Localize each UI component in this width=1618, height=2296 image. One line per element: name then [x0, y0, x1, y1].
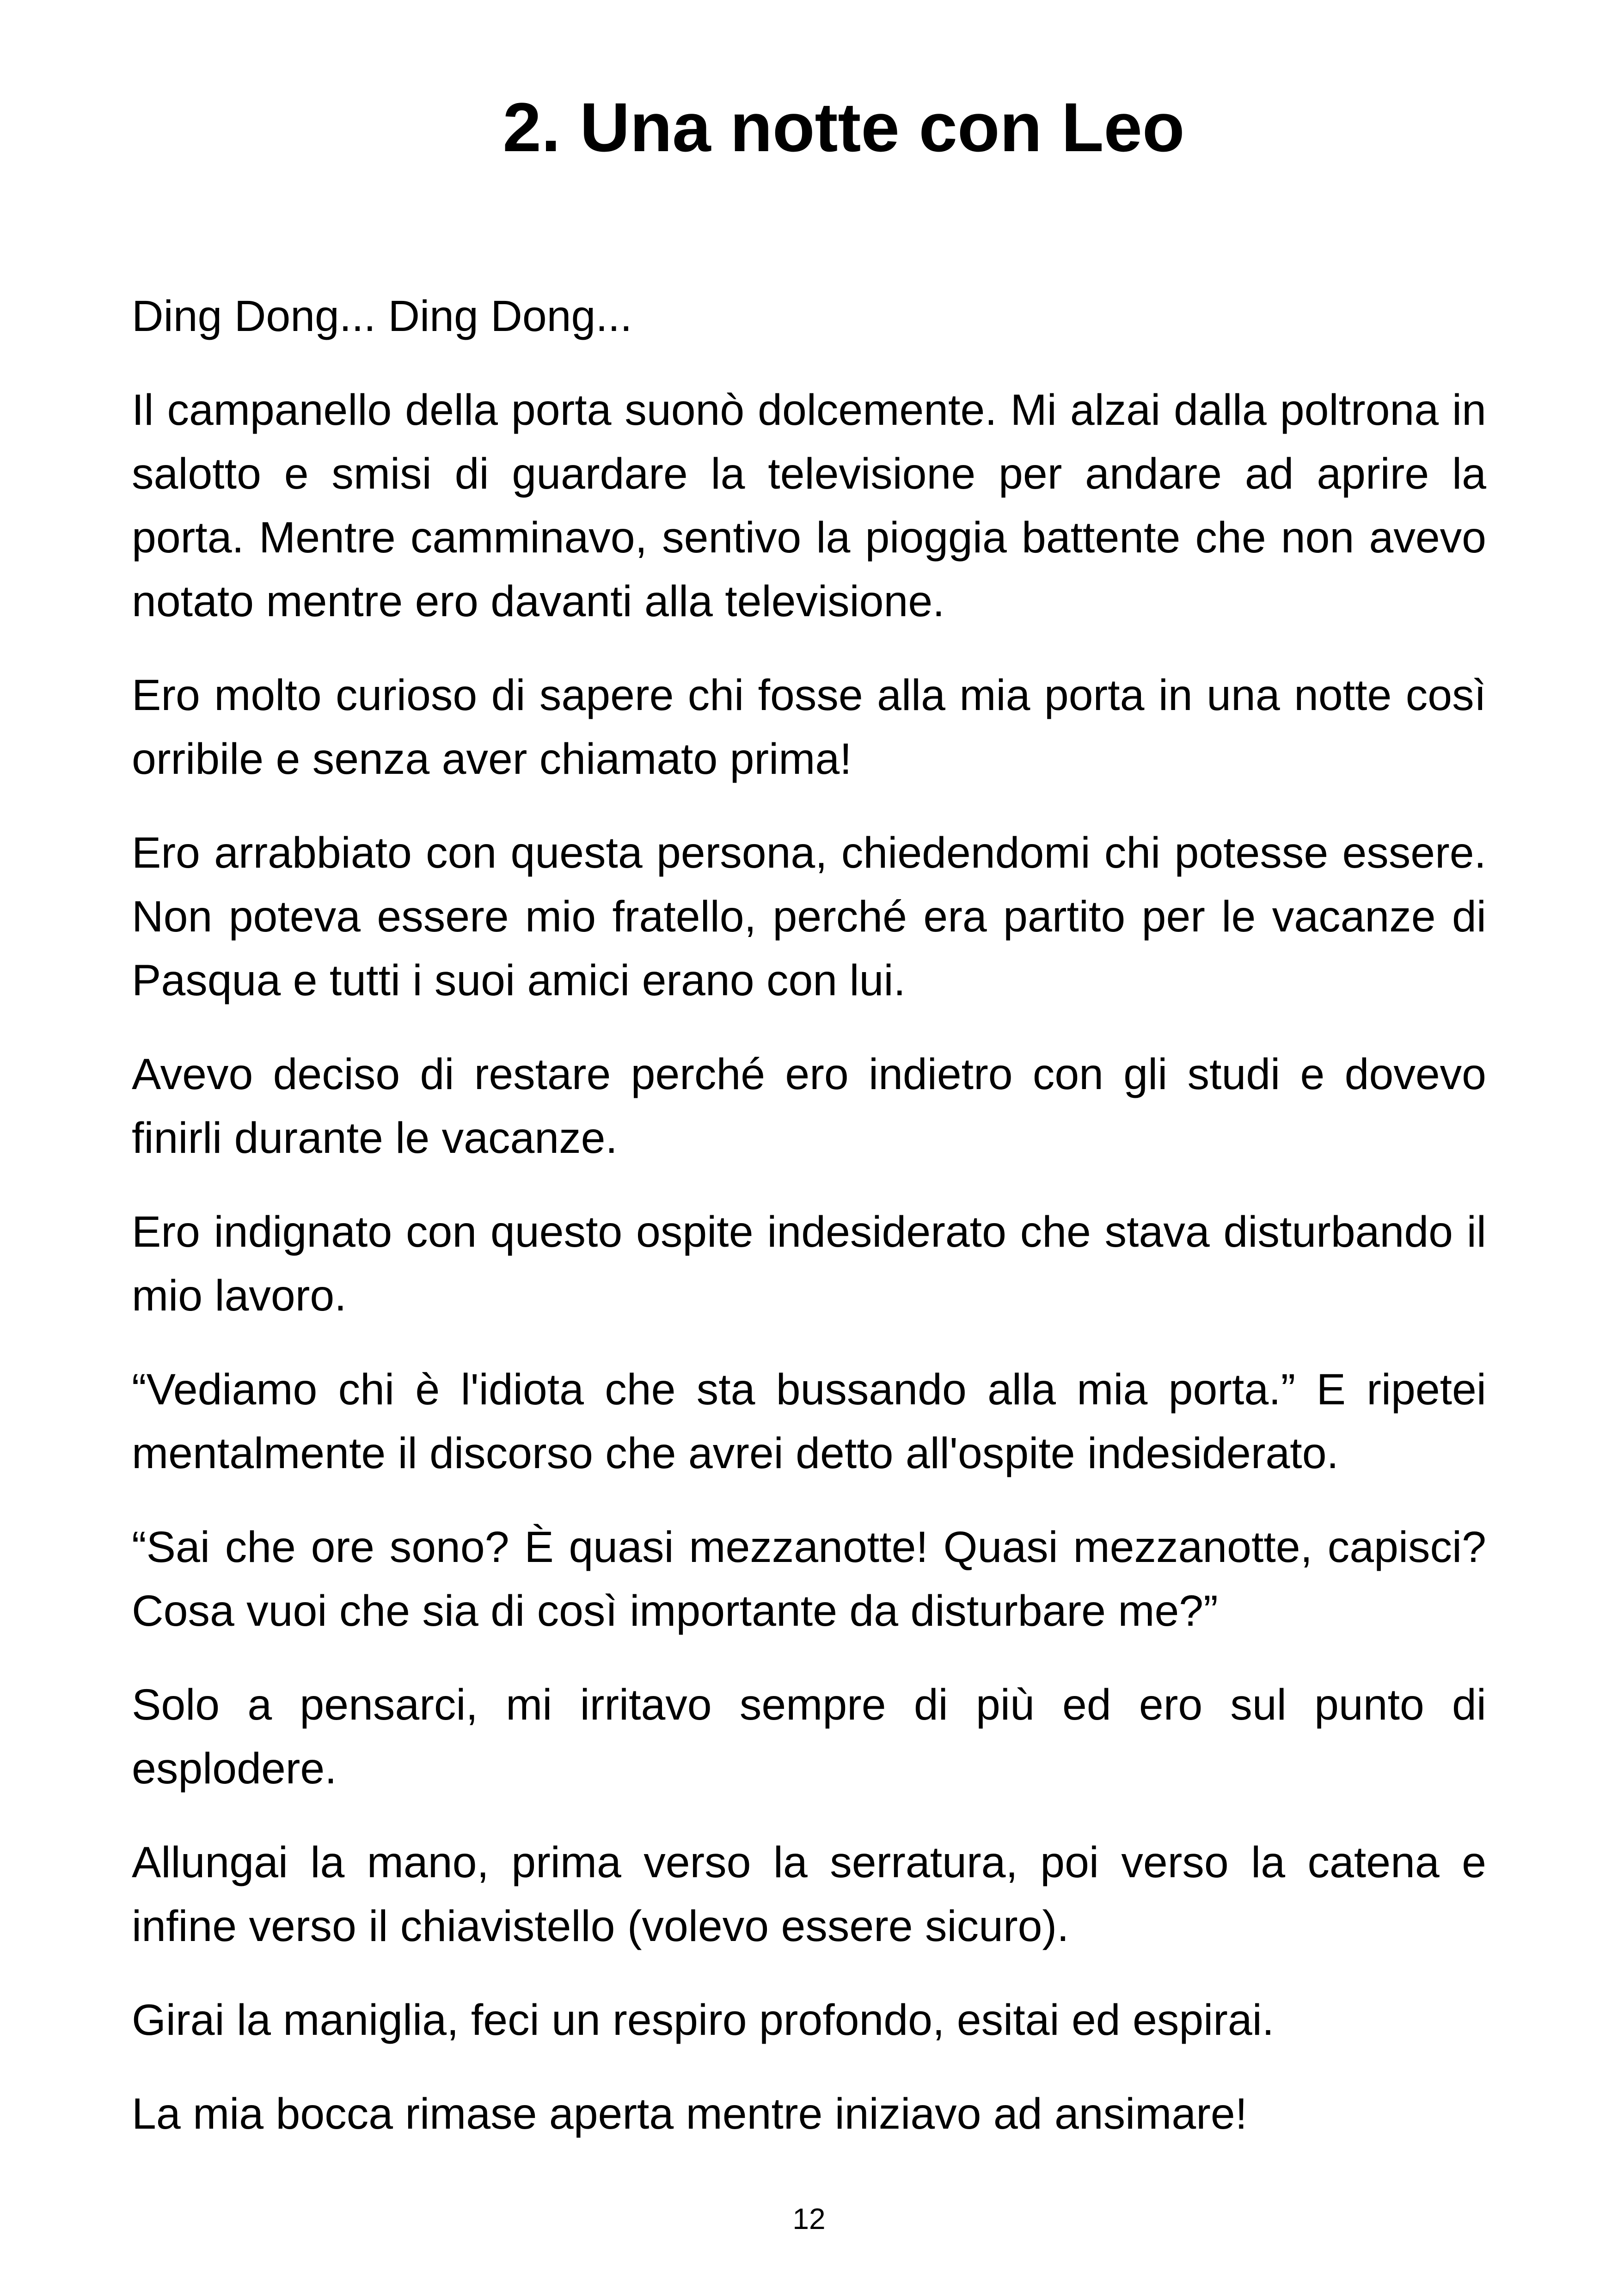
paragraph: Ero molto curioso di sapere chi fosse alla mia porta in una notte così orribile e senza aver chiamato prima! [132, 671, 1486, 784]
paragraph: “Sai che ore sono? È quasi mezzanotte! Quasi mezzanotte, capisci? Cosa vuoi che sia di così importante da disturbare me?” [132, 1523, 1486, 1635]
chapter-body [132, 284, 1486, 2146]
paragraph: Ero arrabbiato con questa persona, chiedendomi chi potesse essere. Non poteva essere mio fratello, perché era partito per le vacanze di Pasqua e tutti i suoi amici erano con lui. [132, 828, 1486, 1005]
paragraph: Allungai la mano, prima verso la serratura, poi verso la catena e infine verso il chiavistello (volevo essere sicuro). [132, 1838, 1486, 1951]
paragraph: Girai la maniglia, feci un respiro profondo, esitai ed espirai. [132, 1996, 1275, 2045]
paragraph: Solo a pensarci, mi irritavo sempre di più ed ero sul punto di esplodere. [132, 1680, 1486, 1793]
paragraph: “Vediamo chi è l'idiota che sta bussando alla mia porta.” E ripetei mentalmente il discorso che avrei detto all'ospite indesiderato. [132, 1365, 1486, 1478]
paragraph: Ding Dong... Ding Dong... [132, 292, 632, 341]
paragraph: La mia bocca rimase aperta mentre iniziavo ad ansimare! [132, 2089, 1248, 2138]
paragraph: Ero indignato con questo ospite indesiderato che stava disturbando il mio lavoro. [132, 1207, 1486, 1320]
paragraph: Il campanello della porta suonò dolcemente. Mi alzai dalla poltrona in salotto e smisi di guardare la televisione per andare ad aprire la porta. Mentre camminavo, sentivo la pioggia battente che non avevo notato mentre ero davanti alla televisione. [132, 386, 1486, 626]
page-number: 12 [792, 2202, 826, 2235]
paragraph: Avevo deciso di restare perché ero indietro con gli studi e dovevo finirli durante le vacanze. [132, 1050, 1486, 1163]
chapter-title: 2. Una notte con Leo [503, 88, 1185, 166]
